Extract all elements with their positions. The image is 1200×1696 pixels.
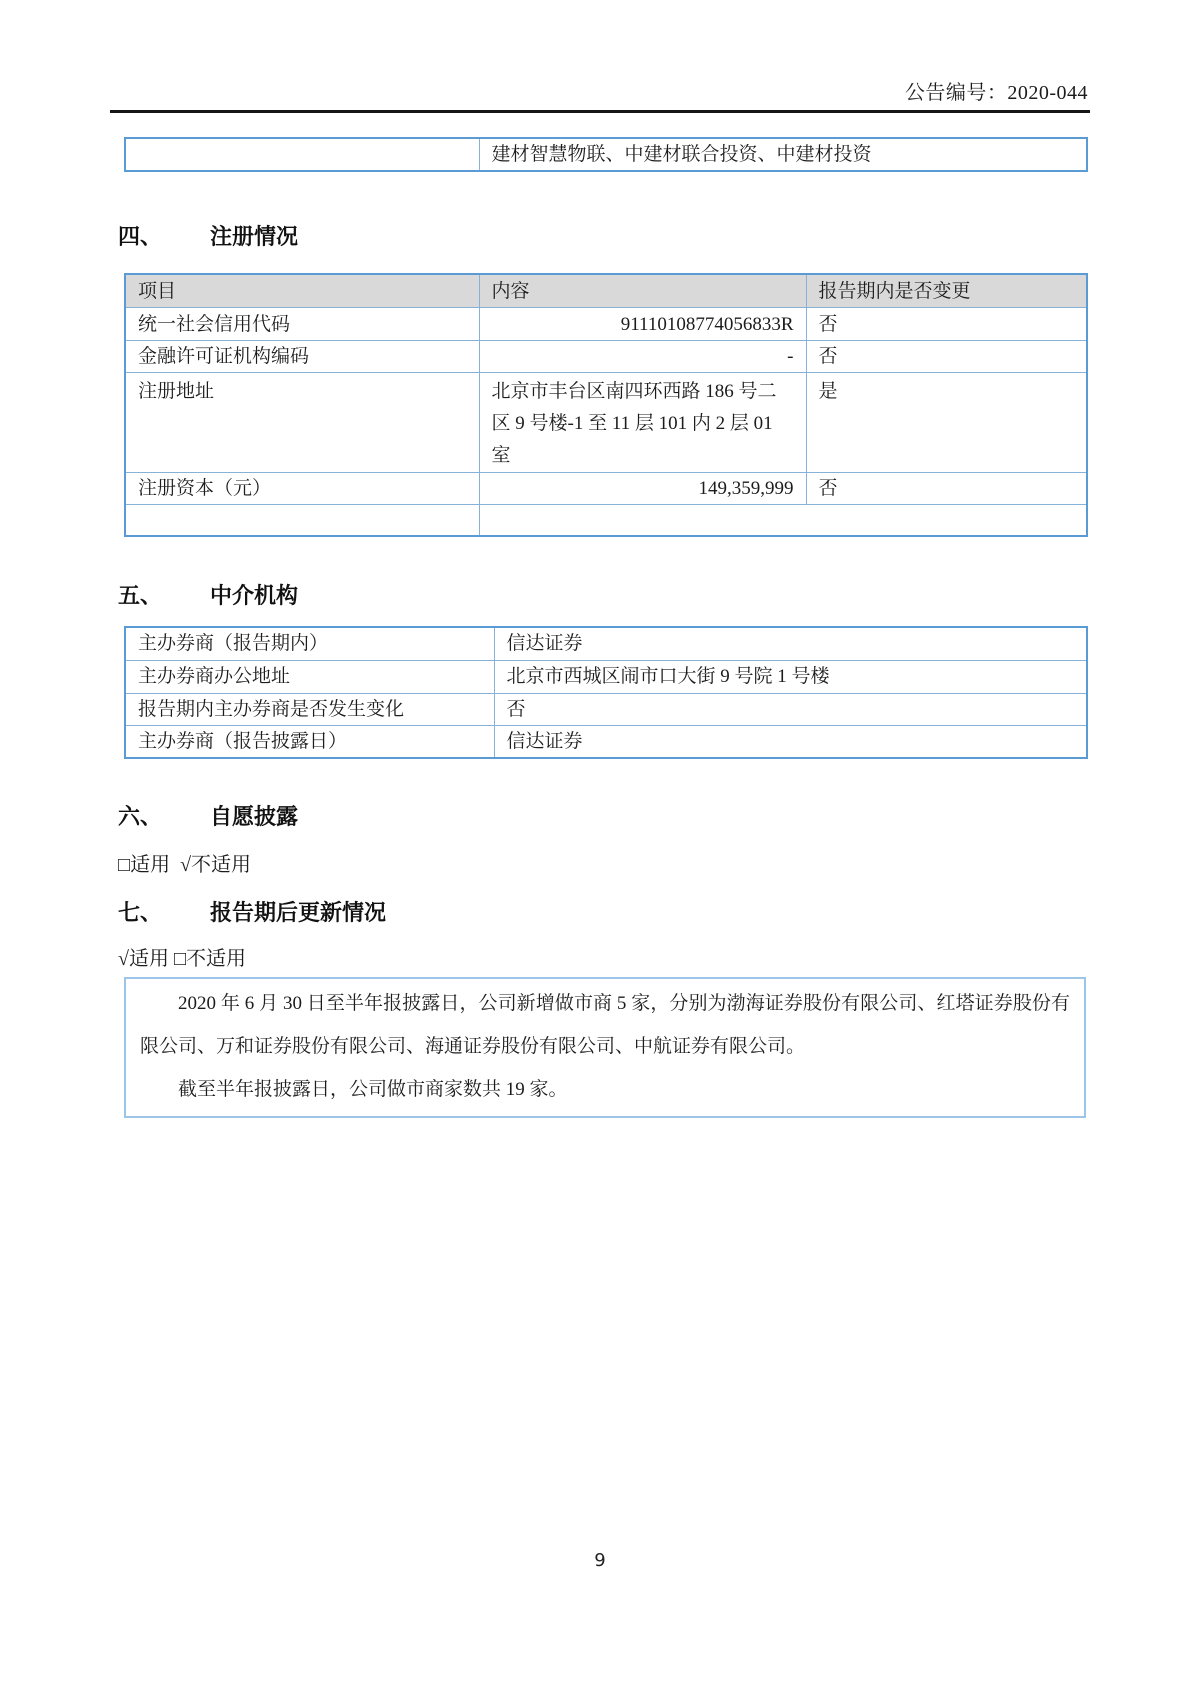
item-cell: 注册资本（元） <box>125 473 479 505</box>
section-number: 五、 <box>118 584 163 609</box>
table-row <box>125 341 1087 373</box>
item-cell: 金融许可证机构编码 <box>125 341 479 373</box>
col-header-content: 内容 <box>479 274 806 308</box>
update-paragraph: 截至半年报披露日，公司做市商家数共 19 家。 <box>178 1079 568 1100</box>
value-cell: 信达证券 <box>494 725 1087 758</box>
carryover-table <box>124 137 1088 172</box>
table-header-row <box>125 274 1087 308</box>
carryover-empty-cell <box>125 138 479 171</box>
update-paragraph: 2020 年 6 月 30 日至半年报披露日，公司新增做市商 5 家，分别为渤海证券股份有限公司、红塔证券股份有限公司、万和证券股份有限公司、海通证券股份有限公司、中航证券有限公司。 <box>140 993 1070 1057</box>
item-cell: 主办券商（报告期内） <box>125 627 494 660</box>
section-6-heading <box>118 800 298 831</box>
item-cell: 报告期内主办券商是否发生变化 <box>125 693 494 725</box>
section-title: 报告期后更新情况 <box>210 901 387 926</box>
content-cell: 北京市丰台区南四环西路 186 号二区 9 号楼-1 至 11 层 101 内 2 层 01 室 <box>479 373 806 473</box>
content-cell: 149,359,999 <box>479 473 806 505</box>
table-row <box>125 660 1087 693</box>
table-row <box>125 308 1087 341</box>
intermediary-table <box>124 626 1088 759</box>
table-row <box>125 373 1087 473</box>
page-number: 9 <box>594 1550 606 1571</box>
content-cell: - <box>479 341 806 373</box>
carryover-value-cell: 建材智慧物联、中建材联合投资、中建材投资 <box>479 138 1087 171</box>
section-title: 中介机构 <box>210 584 299 609</box>
section-4-heading <box>118 220 298 251</box>
applicability-line-7: √适用 □不适用 <box>118 948 247 970</box>
section-title: 注册情况 <box>210 225 299 250</box>
table-row <box>125 505 1087 536</box>
item-cell: 注册地址 <box>125 373 479 473</box>
col-header-changed: 报告期内是否变更 <box>806 274 1087 308</box>
value-cell: 北京市西城区闹市口大街 9 号院 1 号楼 <box>494 660 1087 693</box>
header-rule <box>110 110 1090 113</box>
item-cell: 统一社会信用代码 <box>125 308 479 341</box>
table-row <box>125 693 1087 725</box>
section-title: 自愿披露 <box>210 805 299 830</box>
changed-cell: 否 <box>806 473 1087 505</box>
table-row <box>125 627 1087 660</box>
changed-cell: 否 <box>806 341 1087 373</box>
content-cell: 91110108774056833R <box>479 308 806 341</box>
changed-cell: 否 <box>806 308 1087 341</box>
value-cell: 否 <box>494 693 1087 725</box>
changed-cell: 是 <box>806 373 1087 473</box>
section-number: 七、 <box>118 901 163 926</box>
section-number: 六、 <box>118 805 163 830</box>
section-number: 四、 <box>118 225 163 250</box>
update-info-box <box>124 977 1086 1118</box>
table-row <box>125 138 1087 171</box>
item-cell <box>125 505 479 536</box>
section-5-heading <box>118 579 298 610</box>
table-row <box>125 473 1087 505</box>
content-cell <box>479 505 1087 536</box>
registration-table <box>124 273 1088 537</box>
item-cell: 主办券商办公地址 <box>125 660 494 693</box>
col-header-item: 项目 <box>125 274 479 308</box>
applicability-line-6: □适用 √不适用 <box>118 854 252 876</box>
value-cell: 信达证券 <box>494 627 1087 660</box>
table-row <box>125 725 1087 758</box>
item-cell: 主办券商（报告披露日） <box>125 725 494 758</box>
section-7-heading <box>118 896 386 927</box>
announcement-number: 公告编号：2020-044 <box>904 82 1088 104</box>
